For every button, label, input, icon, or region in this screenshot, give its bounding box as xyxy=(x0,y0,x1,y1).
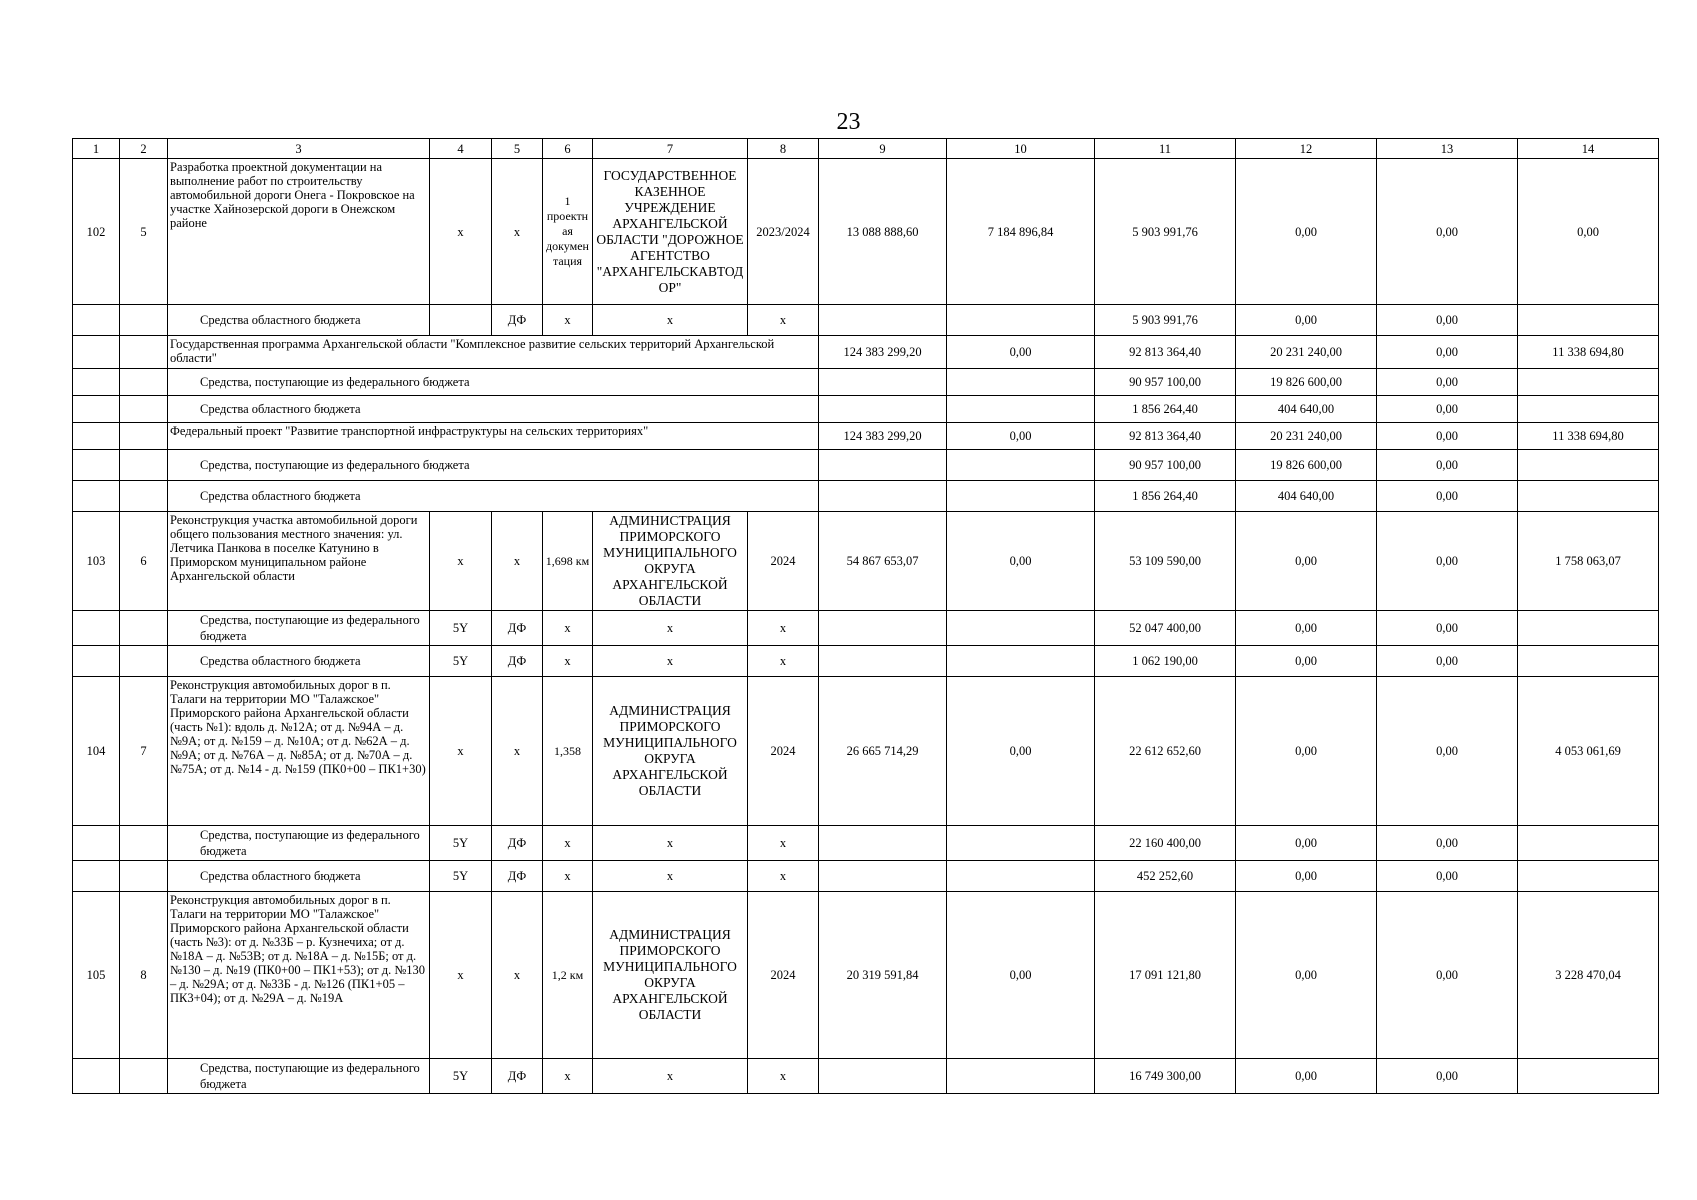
table-cell: x xyxy=(748,305,819,336)
table-cell xyxy=(120,396,168,423)
table-row xyxy=(73,611,1659,646)
table-cell xyxy=(120,1059,168,1094)
table-cell: 52 047 400,00 xyxy=(1095,611,1236,646)
table-cell xyxy=(947,1059,1095,1094)
table-cell xyxy=(73,611,120,646)
table-cell: 11 338 694,80 xyxy=(1518,336,1659,369)
table-cell: 5Y xyxy=(430,646,492,677)
table-cell xyxy=(819,646,947,677)
table-cell: Средства областного бюджета xyxy=(168,396,819,423)
table-cell xyxy=(120,646,168,677)
table-cell: Средства областного бюджета xyxy=(168,481,819,512)
table-cell xyxy=(430,305,492,336)
table-row xyxy=(73,305,1659,336)
table-cell: АДМИНИСТРАЦИЯ ПРИМОРСКОГО МУНИЦИПАЛЬНОГО ОКРУГА АРХАНГЕЛЬСКОЙ ОБЛАСТИ xyxy=(593,892,748,1059)
table-cell xyxy=(947,481,1095,512)
table-cell: 0,00 xyxy=(947,336,1095,369)
table-cell: 1,2 км xyxy=(543,892,593,1059)
table-cell xyxy=(120,305,168,336)
table-cell: 0,00 xyxy=(1236,159,1377,305)
table-cell xyxy=(73,646,120,677)
table-cell: 0,00 xyxy=(1377,481,1518,512)
table-cell: x xyxy=(593,611,748,646)
table-cell xyxy=(819,861,947,892)
table-row xyxy=(73,396,1659,423)
column-number: 10 xyxy=(947,139,1095,159)
table-cell: 0,00 xyxy=(1236,826,1377,861)
table-cell: x xyxy=(430,512,492,611)
table-cell xyxy=(73,423,120,450)
table-cell: 11 338 694,80 xyxy=(1518,423,1659,450)
table-cell: 0,00 xyxy=(1377,369,1518,396)
table-cell xyxy=(819,305,947,336)
table-cell: Средства, поступающие из федерального бюджета xyxy=(168,369,819,396)
table-cell: 4 053 061,69 xyxy=(1518,677,1659,826)
column-number: 14 xyxy=(1518,139,1659,159)
column-number: 12 xyxy=(1236,139,1377,159)
table-cell xyxy=(819,481,947,512)
table-cell: 16 749 300,00 xyxy=(1095,1059,1236,1094)
table-cell: x xyxy=(748,611,819,646)
table-cell xyxy=(120,861,168,892)
column-number: 3 xyxy=(168,139,430,159)
table-cell: Средства, поступающие из федерального бюджета xyxy=(168,450,819,481)
table-cell: 26 665 714,29 xyxy=(819,677,947,826)
table-cell: 1,698 км xyxy=(543,512,593,611)
table-cell: 0,00 xyxy=(1377,512,1518,611)
table-row xyxy=(73,861,1659,892)
table-cell: 0,00 xyxy=(947,423,1095,450)
table-cell: 1 856 264,40 xyxy=(1095,396,1236,423)
table-cell: 0,00 xyxy=(947,677,1095,826)
table-cell: x xyxy=(593,826,748,861)
table-cell xyxy=(947,861,1095,892)
table-cell xyxy=(1518,481,1659,512)
column-number: 2 xyxy=(120,139,168,159)
table-cell: 19 826 600,00 xyxy=(1236,450,1377,481)
table-cell: 0,00 xyxy=(1377,1059,1518,1094)
table-cell xyxy=(947,826,1095,861)
table-cell xyxy=(819,611,947,646)
table-cell: 2024 xyxy=(748,677,819,826)
financing-table xyxy=(72,138,1659,1094)
table-cell: 0,00 xyxy=(1236,861,1377,892)
table-cell: x xyxy=(593,305,748,336)
table-cell xyxy=(1518,826,1659,861)
table-cell xyxy=(73,450,120,481)
table-row xyxy=(73,677,1659,826)
table-cell: x xyxy=(492,159,543,305)
table-cell: x xyxy=(492,892,543,1059)
table-cell xyxy=(947,611,1095,646)
table-row xyxy=(73,423,1659,450)
table-cell: 5Y xyxy=(430,826,492,861)
table-cell: ДФ xyxy=(492,1059,543,1094)
table-cell: ДФ xyxy=(492,611,543,646)
table-cell: 0,00 xyxy=(1236,1059,1377,1094)
table-cell: ДФ xyxy=(492,305,543,336)
column-number: 7 xyxy=(593,139,748,159)
table-cell xyxy=(73,369,120,396)
table-cell: 1 062 190,00 xyxy=(1095,646,1236,677)
table-cell xyxy=(819,369,947,396)
table-cell: x xyxy=(593,646,748,677)
table-cell: x xyxy=(543,1059,593,1094)
table-cell: 6 xyxy=(120,512,168,611)
column-number: 6 xyxy=(543,139,593,159)
table-cell: 13 088 888,60 xyxy=(819,159,947,305)
table-cell xyxy=(1518,396,1659,423)
table-cell xyxy=(120,369,168,396)
table-cell xyxy=(1518,611,1659,646)
table-cell: 5 903 991,76 xyxy=(1095,305,1236,336)
table-cell: 92 813 364,40 xyxy=(1095,336,1236,369)
table-cell: 8 xyxy=(120,892,168,1059)
table-cell xyxy=(120,611,168,646)
table-cell: x xyxy=(748,1059,819,1094)
table-cell: 54 867 653,07 xyxy=(819,512,947,611)
table-cell: Средства областного бюджета xyxy=(168,646,430,677)
table-cell: 404 640,00 xyxy=(1236,481,1377,512)
table-cell xyxy=(1518,305,1659,336)
table-cell: 2024 xyxy=(748,892,819,1059)
table-cell: 0,00 xyxy=(1236,512,1377,611)
table-cell: 5 xyxy=(120,159,168,305)
table-cell: 1 758 063,07 xyxy=(1518,512,1659,611)
table-cell: 53 109 590,00 xyxy=(1095,512,1236,611)
table-cell: x xyxy=(543,826,593,861)
table-cell: 20 319 591,84 xyxy=(819,892,947,1059)
table-cell: 17 091 121,80 xyxy=(1095,892,1236,1059)
table-cell: 0,00 xyxy=(1377,826,1518,861)
table-cell: 105 xyxy=(73,892,120,1059)
table-cell: Федеральный проект "Развитие транспортной инфраструктуры на сельских территориях" xyxy=(168,423,819,450)
table-cell: 124 383 299,20 xyxy=(819,423,947,450)
table-cell xyxy=(1518,1059,1659,1094)
table-cell: 1,358 xyxy=(543,677,593,826)
column-number: 5 xyxy=(492,139,543,159)
table-cell: Средства, поступающие из федерального бюджета xyxy=(168,1059,430,1094)
table-cell: 0,00 xyxy=(1377,450,1518,481)
table-cell: 90 957 100,00 xyxy=(1095,369,1236,396)
table-cell xyxy=(947,646,1095,677)
table-cell xyxy=(819,396,947,423)
table-cell: x xyxy=(492,512,543,611)
table-cell xyxy=(947,305,1095,336)
table-cell: 22 612 652,60 xyxy=(1095,677,1236,826)
table-cell: ДФ xyxy=(492,646,543,677)
column-number: 9 xyxy=(819,139,947,159)
table-cell: Средства областного бюджета xyxy=(168,305,430,336)
table-row xyxy=(73,159,1659,305)
table-cell: ДФ xyxy=(492,861,543,892)
table-cell: Средства областного бюджета xyxy=(168,861,430,892)
table-cell: 0,00 xyxy=(1377,611,1518,646)
table-cell xyxy=(73,1059,120,1094)
table-cell xyxy=(73,481,120,512)
table-cell: ГОСУДАРСТВЕННОЕ КАЗЕННОЕ УЧРЕЖДЕНИЕ АРХАНГЕЛЬСКОЙ ОБЛАСТИ "ДОРОЖНОЕ АГЕНТСТВО "АРХАНГЕЛЬСКАВТОДОР" xyxy=(593,159,748,305)
table-cell xyxy=(73,336,120,369)
table-cell xyxy=(120,826,168,861)
table-cell: 5Y xyxy=(430,861,492,892)
table-cell: 20 231 240,00 xyxy=(1236,423,1377,450)
table-cell xyxy=(819,450,947,481)
table-row xyxy=(73,892,1659,1059)
table-cell xyxy=(73,305,120,336)
table-cell: 5Y xyxy=(430,611,492,646)
table-cell: x xyxy=(543,861,593,892)
table-row xyxy=(73,369,1659,396)
table-cell: 102 xyxy=(73,159,120,305)
table-cell: 2024 xyxy=(748,512,819,611)
table-cell: x xyxy=(543,646,593,677)
table-cell: АДМИНИСТРАЦИЯ ПРИМОРСКОГО МУНИЦИПАЛЬНОГО ОКРУГА АРХАНГЕЛЬСКОЙ ОБЛАСТИ xyxy=(593,512,748,611)
table-cell: ДФ xyxy=(492,826,543,861)
table-row xyxy=(73,1059,1659,1094)
table-cell xyxy=(947,450,1095,481)
table-cell: 92 813 364,40 xyxy=(1095,423,1236,450)
table-cell: 0,00 xyxy=(1377,159,1518,305)
page-number: 23 xyxy=(836,109,861,135)
column-numbers-row xyxy=(73,139,1659,159)
table-cell: 0,00 xyxy=(1236,677,1377,826)
table-cell: Государственная программа Архангельской области "Комплексное развитие сельских территорий Архангельской области" xyxy=(168,336,819,369)
table-cell xyxy=(73,396,120,423)
table-cell: 19 826 600,00 xyxy=(1236,369,1377,396)
table-cell: x xyxy=(748,646,819,677)
table-cell: 0,00 xyxy=(1236,646,1377,677)
table-cell: 452 252,60 xyxy=(1095,861,1236,892)
table-cell: 104 xyxy=(73,677,120,826)
column-number: 4 xyxy=(430,139,492,159)
column-number: 1 xyxy=(73,139,120,159)
table-cell xyxy=(1518,861,1659,892)
table-cell: 5 903 991,76 xyxy=(1095,159,1236,305)
table-cell xyxy=(120,423,168,450)
table-cell: Реконструкция автомобильных дорог в п. Талаги на территории МО "Талажское" Приморского района Архангельской области (часть №1): вдоль д. №12А; от д. №94А – д. №9А; от д. №159 – д. №10А; от д. №62А – д. №9А; от д. №76А – д. №85А; от д. №70А – д. №75А; от д. №14 - д. №159 (ПК0+00 – ПК1+30) xyxy=(168,677,430,826)
table-cell: x xyxy=(748,861,819,892)
table-row xyxy=(73,512,1659,611)
table-cell: Средства, поступающие из федерального бюджета xyxy=(168,611,430,646)
table-cell: x xyxy=(748,826,819,861)
table-cell: 1 856 264,40 xyxy=(1095,481,1236,512)
table-cell xyxy=(947,396,1095,423)
table-cell: 0,00 xyxy=(1377,336,1518,369)
table-cell: Разработка проектной документации на выполнение работ по строительству автомобильной дороги Онега - Покровское на участке Хайнозерской дороги в Онежском районе xyxy=(168,159,430,305)
table-cell: Реконструкция участка автомобильной дороги общего пользования местного значения: ул. Летчика Панкова в поселке Катунино в Приморском муниципальном районе Архангельской области xyxy=(168,512,430,611)
table-cell: Реконструкция автомобильных дорог в п. Талаги на территории МО "Талажское" Приморского района Архангельской области (часть №3): от д. №33Б – р. Кузнечиха; от д. №18А – д. №53В; от д. №18А – д. №15Б; от д. №130 – д. №19 (ПК0+00 – ПК1+53); от д. №130 – д. №29А; от д. №33Б - д. №126 (ПК1+05 – ПК3+04); от д. №29А – д. №19А xyxy=(168,892,430,1059)
table-cell xyxy=(73,861,120,892)
table-cell: 20 231 240,00 xyxy=(1236,336,1377,369)
table-cell: x xyxy=(492,677,543,826)
table-cell xyxy=(1518,369,1659,396)
table-cell xyxy=(73,826,120,861)
table-cell xyxy=(1518,646,1659,677)
column-number: 13 xyxy=(1377,139,1518,159)
table-row xyxy=(73,646,1659,677)
table-cell xyxy=(120,450,168,481)
table-cell xyxy=(120,336,168,369)
table-cell: 2023/2024 xyxy=(748,159,819,305)
table-cell: 0,00 xyxy=(1236,305,1377,336)
table-cell: x xyxy=(543,611,593,646)
table-cell: x xyxy=(430,892,492,1059)
table-cell: x xyxy=(593,861,748,892)
table-cell: 0,00 xyxy=(947,512,1095,611)
table-cell: 3 228 470,04 xyxy=(1518,892,1659,1059)
table-cell: 1 проектная документация xyxy=(543,159,593,305)
table-cell: 0,00 xyxy=(1377,892,1518,1059)
table-cell: 0,00 xyxy=(1236,611,1377,646)
table-cell: 0,00 xyxy=(1518,159,1659,305)
table-row xyxy=(73,481,1659,512)
table-cell: 404 640,00 xyxy=(1236,396,1377,423)
table-cell: x xyxy=(430,159,492,305)
table-cell: Средства, поступающие из федерального бюджета xyxy=(168,826,430,861)
table-cell: 0,00 xyxy=(1377,396,1518,423)
table-cell: x xyxy=(593,1059,748,1094)
table-cell: 22 160 400,00 xyxy=(1095,826,1236,861)
table-row xyxy=(73,336,1659,369)
table-cell: АДМИНИСТРАЦИЯ ПРИМОРСКОГО МУНИЦИПАЛЬНОГО ОКРУГА АРХАНГЕЛЬСКОЙ ОБЛАСТИ xyxy=(593,677,748,826)
table-cell: 0,00 xyxy=(947,892,1095,1059)
table-cell: 0,00 xyxy=(1377,305,1518,336)
table-cell: 0,00 xyxy=(1377,861,1518,892)
table-cell: 5Y xyxy=(430,1059,492,1094)
table-cell: x xyxy=(543,305,593,336)
column-number: 11 xyxy=(1095,139,1236,159)
table-cell xyxy=(819,826,947,861)
table-cell: x xyxy=(430,677,492,826)
table-row xyxy=(73,826,1659,861)
table-cell xyxy=(947,369,1095,396)
table-cell: 0,00 xyxy=(1236,892,1377,1059)
table-cell: 7 xyxy=(120,677,168,826)
table-cell: 0,00 xyxy=(1377,646,1518,677)
table-cell: 7 184 896,84 xyxy=(947,159,1095,305)
table-cell xyxy=(819,1059,947,1094)
table-cell xyxy=(120,481,168,512)
table-cell: 0,00 xyxy=(1377,423,1518,450)
table-cell: 90 957 100,00 xyxy=(1095,450,1236,481)
table-cell xyxy=(1518,450,1659,481)
table-cell: 124 383 299,20 xyxy=(819,336,947,369)
table-cell: 0,00 xyxy=(1377,677,1518,826)
table-row xyxy=(73,450,1659,481)
column-number: 8 xyxy=(748,139,819,159)
table-cell: 103 xyxy=(73,512,120,611)
